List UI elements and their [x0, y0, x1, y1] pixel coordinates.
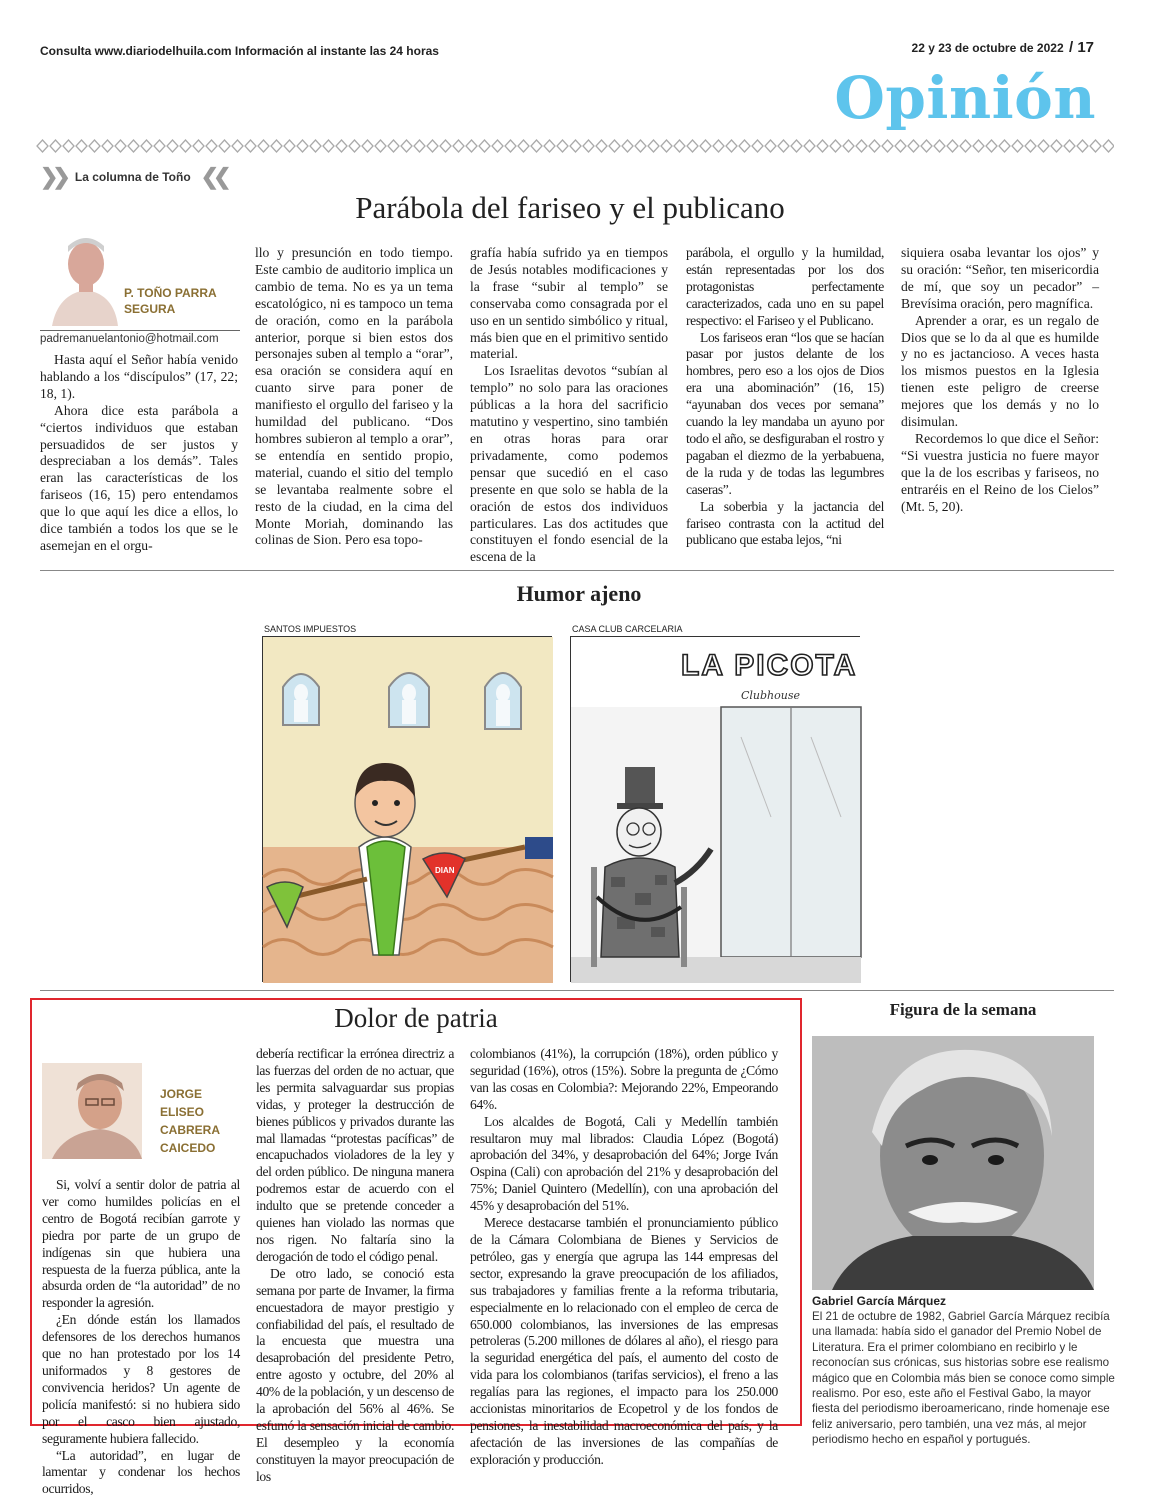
paragraph: De otro lado, se conoció esta semana por parte de Invamer, la firma encuestadora de mayor prestigio y confiabilidad del país, el resultado de la encuesta que muestra una desaprobación del presidente Petro, entre agosto y octubre, del 20% al 40% de la población, y un descenso de la aprobación del 56% al 46%. Se esfumó la sensación inicial de cambio. El desempleo y la economía constituyen la mayor preocupación de los	[256, 1265, 454, 1484]
article-column-1	[42, 1177, 240, 1497]
section-divider	[40, 570, 1114, 571]
cartoon-illustration	[263, 637, 553, 983]
paragraph: Hasta aquí el Señor había venido hablando a los “discípulos” (17, 22; 18, 1).	[40, 352, 238, 401]
cartoon-caption: CASA CLUB CARCELARIA	[572, 624, 683, 634]
la-picota-sign: LA PICOTA	[681, 649, 858, 682]
cartoon-santos-impuestos	[262, 636, 552, 982]
figure-name: Gabriel García Márquez	[812, 1294, 947, 1308]
paragraph: grafía había sufrido ya en tiempos de Jesús notables modificaciones y la frase “subir al templo” se conservaba como consagrada por el uso en un sentido simbólico y ritual, más bien que en el primitivo sentido material.	[470, 245, 668, 362]
cartoon-caption: SANTOS IMPUESTOS	[264, 624, 357, 634]
paragraph: Los Israelitas devotos “subían al templo” no solo para las oraciones públicas a la hora del sacrificio matutino y vespertino, sino también en otras horas para orar privadamente, como podemos pensar que sucedió en el caso presente en que solo se habla de la oración de estos dos individuos particulares. Las dos actitudes que constituyen el fondo esencial de la escena de la	[470, 363, 668, 565]
paragraph: ¿En dónde están los llamados defensores de los derechos humanos que no han protestado por los 14 uniformados y 8 gestores de convivencia heridos? Un agente de policía manifestó: si no hubiera sido por el casco bien ajustado, seguramente hubiera fallecido.	[42, 1312, 240, 1446]
article-column-3	[470, 245, 668, 565]
humor-section-title: Humor ajeno	[516, 581, 642, 606]
article-column-2	[255, 245, 453, 547]
article-headline: Dolor de patria	[334, 1003, 498, 1033]
figure-description: El 21 de octubre de 1982, Gabriel García Márquez recibía una llamada: había sido el ganador del Premio Nobel de Literatura. Era el primer colombiano en recibirlo y le reconocían sus crónicas, sus historias sobre ese realismo mágico que en Colombia más bien se conoce como simple realismo. Por eso, este año el Festival Gabo, la mayor fiesta del periodismo iberoamericano, rinde homenaje ese feliz aniversario, pero también, una vez más, al mejor periodismo hecho en español y portugués.	[812, 1310, 1115, 1447]
clubhouse-sign: Clubhouse	[741, 689, 801, 702]
article-column-4	[686, 245, 884, 547]
author-photo	[48, 230, 120, 326]
author-name: JORGE ELISEO CABRERA CAICEDO	[160, 1087, 220, 1155]
decorative-divider	[36, 138, 1114, 154]
column-label	[40, 164, 226, 189]
author-name: P. TOÑO PARRA SEGURA	[124, 286, 217, 316]
divider	[40, 330, 240, 331]
double-chevron-right-icon: ❯❯	[40, 164, 65, 189]
section-title: Opinión	[834, 64, 1096, 132]
paragraph: Si, volví a sentir dolor de patria al ver como humildes policías en el centro de Bogotá recibían garrote y piedra por parte de un grupo de indígenas sin que hubiera una respuesta de la fuerza pública, ante la absurda orden de “la autoridad” de no responder la agresión.	[42, 1177, 240, 1311]
paragraph: debería rectificar la errónea directriz a las fuerzas del orden de no actuar, que les permita salvaguardar sus propias vidas, y proteger la destrucción de bienes públicos y privados durante las mal llamadas “protestas pacíficas” de encapuchados violadores de la ley y del orden público. De ninguna manera podremos estar de acuerdo con el indulto que se pretende conceder a quienes han violado las normas que nos rigen. No faltaría sino la derogación de todo el código penal.	[256, 1046, 454, 1264]
paragraph: La soberbia y la jactancia del fariseo contrasta con la actitud del publicano que estaba lejos, “ni	[686, 498, 884, 548]
paragraph: Aprender a orar, es un regalo de Dios que se lo da al que es humilde y no es jactancioso. A veces hasta los mismos puestos en la Iglesia tienen este peligro de creerse mejores que los demás y no lo disimulan.	[901, 312, 1099, 430]
paragraph: Recordemos lo que dice el Señor: “Si vuestra justicia no fuere mayor que la de los escribas y fariseos, no entraréis en el Reino de los Cielos” (Mt. 5, 20).	[901, 430, 1099, 514]
author-photo	[42, 1063, 142, 1159]
article-column-1	[40, 352, 238, 553]
cartoon-illustration	[571, 637, 861, 983]
cartoon-casa-club-carcelaria	[570, 636, 860, 982]
author-block	[40, 230, 240, 330]
paragraph: colombianos (41%), la corrupción (18%), orden público y seguridad (16%), otros (15%). Sobre la pregunta de ¿Cómo van las cosas en Colombia?: Mejorando 22%, Empeorando 64%.	[470, 1046, 778, 1112]
article-headline: Parábola del fariseo y el publicano	[355, 190, 785, 225]
paragraph: Los alcaldes de Bogotá, Cali y Medellín también resultaron muy mal librados: Claudia López (Bogotá) aprobación del 34%, y desaprobación del 64%; Jorge Iván Ospina (Cali) con aprobación del 21% y desaprobación del 75%; Daniel Quintero (Medellín), con una aprobación del 45% y desaprobación del 51%.	[470, 1113, 778, 1214]
date-text: 22 y 23 de octubre de 2022	[911, 41, 1064, 55]
page-date	[912, 39, 1094, 56]
author-email[interactable]: padremanuelantonio@hotmail.com	[40, 333, 219, 345]
dian-label: DIAN	[435, 866, 455, 875]
page-number: / 17	[1068, 39, 1094, 56]
paragraph: parábola, el orgullo y la humildad, están representadas por los dos protagonistas perfectamente caracterizados, cada uno en su papel respectivo: el Fariseo y el Publicano.	[686, 245, 884, 328]
double-chevron-left-icon: ❮❮	[200, 164, 226, 189]
section-divider	[40, 990, 1114, 991]
article-column-2	[256, 1046, 454, 1484]
article-column-5	[901, 245, 1099, 547]
paragraph: Los fariseos eran “los que se hacían pasar por justos delante de los hombres, pero eso a los ojos de Dios era una abominación” (16, 15) “ayunaban dos veces por semana” cuando la ley mandaba un ayuno por todo el año, se desfiguraban el rostro y pagaban el diezmo de la yerbabuena, de la ruda y de todas las legumbres caseras”.	[686, 329, 884, 497]
paragraph: Ahora dice esta parábola a “ciertos individuos que estaban persuadidos de ser justos y despreciaban a los demás”. Tales eran las características de los fariseos (16, 15) pero entendamos que lo que aquí les dice a ellos, lo dice también a todos los que se le asemejan en el orgu-	[40, 402, 238, 553]
figure-week-title: Figura de la semana	[889, 1000, 1037, 1019]
column-label-text: La columna de Toño	[74, 170, 191, 184]
site-promo: Consulta www.diariodelhuila.com Información al instante las 24 horas	[40, 44, 439, 58]
paragraph: Merece destacarse también el pronunciamiento público de la Cámara Colombiana de Bienes y Servicios de petróleo, gas y energía que agrupa las 144 empresas del sector, expresando la grave preocupación de los afiliados, sus trabajadores y familias frente a la reforma tributaria, especialmente en lo relacionado con el empleo de cerca de 650.000 colombianos, las inversiones de las empresas petroleras (5.200 millones de dólares al año), el riesgo para la seguridad energética del país, el aumento del costo de vida para los colombianos (tarifas servicios), el freno a las regalías para las regiones, el impacto para los 250.000 accionistas minoritarios de Ecopetrol y de los fondos de pensiones, la inestabilidad macroeconómica del país, y la afectación de las inversiones de las compañías de exploración y producción.	[470, 1215, 778, 1467]
paragraph: siquiera osaba levantar los ojos” y su oración: “Señor, ten misericordia de mí, que soy un pecador” –Brevísima oración, pero magnífica.	[901, 245, 1099, 311]
paragraph: llo y presunción en todo tiempo. Este cambio de auditorio implica un cambio de tema. No es ya un tema escatológico, ni es tampoco un tema de oración, como en la parábola anterior, porque si bien estos dos personajes suben al templo a “orar”, esa oración se considera aquí en cuanto sirve para poner de manifiesto el orgullo del fariseo y la humildad del publicano. “Dos hombres subieron al templo a orar”, se entendía en sentido propio, material, cuando el sitio del templo se levantaba realmente sobre el resto de la ciudad, en la cima del Monte Moriah, dominando las colinas de Sion. Pero esa topo-	[255, 245, 453, 548]
paragraph: “La autoridad”, en lugar de lamentar y condenar los hechos ocurridos,	[42, 1447, 240, 1497]
article-column-3	[470, 1046, 778, 1467]
figure-photo	[812, 1036, 1094, 1290]
